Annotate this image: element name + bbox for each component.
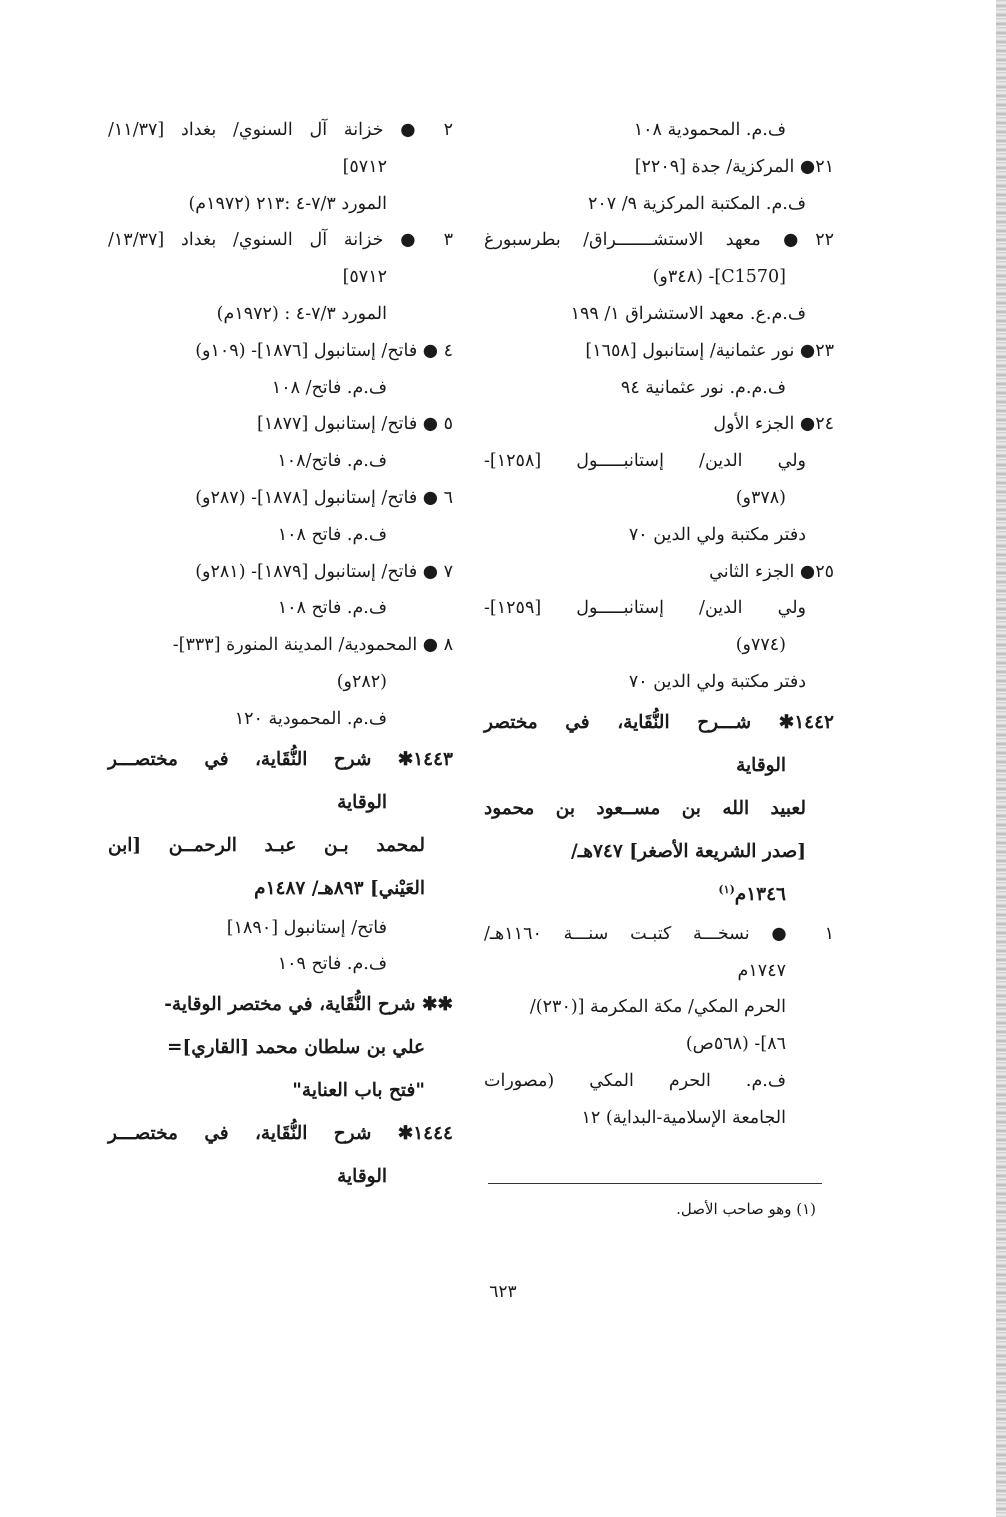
left-column-line-text: ٥ ● فاتح/ إستانبول [١٨٧٧] (257, 414, 453, 435)
right-column-line-text: [C1570]- (٣٤٨و) (652, 267, 786, 288)
right-column-line-text: [صدر الشريعة الأصغر] ٧٤٧هـ/ (571, 840, 806, 862)
left-column-line-text: لمحمد بـن عبـد الرحمــن [ابن (108, 834, 425, 856)
left-column-line-text: ف.م. المحمودية ١٢٠ (234, 708, 387, 729)
left-column-line (108, 406, 453, 443)
left-column-line-text: ف.م. فاتح/١٠٨ (277, 451, 387, 472)
right-column-line-text: ولي الدين/ إستانبـــــول [١٢٥٩]- (484, 598, 806, 619)
left-column-line (108, 296, 453, 333)
right-column-line (484, 1063, 834, 1100)
right-column-line-text: (٧٧٤و) (735, 635, 786, 656)
left-column-line-text: (٢٨٢و) (336, 671, 387, 692)
right-column-line (484, 989, 834, 1026)
right-column-line (484, 787, 834, 830)
right-column-line (484, 830, 834, 873)
right-column-line-text: ١٣٤٦م (734, 883, 786, 905)
left-column-line-text: ف.م. فاتح/ ١٠٨ (271, 377, 387, 398)
left-column-line (108, 112, 453, 149)
left-column-line (108, 738, 453, 781)
right-column-line (484, 590, 834, 627)
footnote-rule (488, 1183, 822, 1184)
left-column-line-text: ف.م. فاتح ١٠٩ (277, 954, 387, 975)
right-column-line-text: (٣٧٨و) (735, 487, 786, 508)
right-column-line (484, 701, 834, 744)
right-column-line (484, 1026, 834, 1063)
left-column-line-text: ف.م. فاتح ١٠٨ (277, 598, 387, 619)
left-column-line (108, 554, 453, 591)
left-column-line (108, 590, 453, 627)
right-column-line (484, 149, 834, 186)
right-column-line-text: ف.م. المكتبة المركزية ٩/ ٢٠٧ (588, 193, 806, 214)
right-column-line (484, 664, 834, 701)
left-column-line (108, 222, 453, 259)
left-column-line (108, 333, 453, 370)
left-column-line (108, 370, 453, 407)
left-column-line-text: ٢ ● خزانة آل السنوي/ بغداد [١١/٣٧/ (108, 120, 453, 140)
right-column-line (484, 443, 834, 480)
right-column-line (484, 554, 834, 591)
right-column-line-text: ولي الدين/ إستانبـــــول [١٢٥٨]- (484, 451, 806, 472)
left-column-line-text: فاتح/ إستانبول [١٨٩٠] (226, 917, 387, 938)
left-column-line-text: المورد ٧/٣-٤ : (١٩٧٢م) (216, 303, 387, 324)
left-column-line (108, 946, 453, 983)
left-column-line-text: ٨ ● المحمودية/ المدينة المنورة [٣٣٣]- (172, 635, 453, 656)
right-column-line-text: لعبيد الله بن مســعود بن محمود (484, 797, 806, 819)
left-column-line-text: الوقاية (337, 1166, 387, 1188)
right-column-line (484, 517, 834, 554)
left-column-line-text: ٥٧١٢] (342, 267, 387, 288)
right-column-line (484, 406, 834, 443)
left-column-line-text: ✱✱ شرح النُّقَاية، في مختصر الوقاية- (164, 994, 453, 1016)
right-column-line-text: دفتر مكتبة ولي الدين ٧٠ (628, 671, 806, 692)
footnote: (١) وهو صاحب الأصل. (676, 1200, 816, 1218)
left-column-line-text: ٣ ● خزانة آل السنوي/ بغداد [١٣/٣٧/ (108, 230, 453, 251)
right-column-line (484, 627, 834, 664)
right-column-line-text: ف.م.ع. معهد الاستشراق ١/ ١٩٩ (570, 303, 806, 324)
right-column-line (484, 480, 834, 517)
right-column-line (484, 259, 834, 296)
footnote-marker: (١) (718, 882, 735, 896)
right-column-line-text: ٢٤● الجزء الأول (713, 414, 834, 435)
left-column-line-text: المورد ٧/٣-٤ :٢١٣ (١٩٧٢م) (188, 193, 387, 214)
right-column-line (484, 873, 834, 916)
left-column-line (108, 259, 453, 296)
right-column-line-text: دفتر مكتبة ولي الدين ٧٠ (628, 524, 806, 545)
right-column-line (484, 370, 834, 407)
left-column-line (108, 1026, 453, 1069)
right-column-line-text: ١٧٤٧م (737, 960, 786, 981)
left-column-line (108, 664, 453, 701)
page-number: ٦٢٣ (489, 1282, 517, 1302)
right-column (484, 112, 834, 1137)
left-column-line-text: العَيْني] ٨٩٣هـ/ ١٤٨٧م (254, 877, 425, 899)
left-column-line (108, 186, 453, 223)
right-column-line (484, 1100, 834, 1137)
left-column-line (108, 1155, 453, 1198)
right-column-line-text: ٢٢● معهد الاستشـــــــراق/ بطرسبورغ (484, 230, 834, 251)
left-column-line-text: ٥٧١٢] (342, 156, 387, 177)
left-column-line-text: "فتح باب العناية" (292, 1080, 425, 1102)
left-column-line (108, 1112, 453, 1155)
left-column-line (108, 443, 453, 480)
right-column-line-text: الجامعة الإسلامية-البداية) ١٢ (581, 1107, 786, 1128)
left-column-line (108, 910, 453, 947)
right-column-line-text: الوقاية (736, 754, 786, 776)
right-column-line-text: ٢٥● الجزء الثاني (709, 561, 834, 582)
left-column-line (108, 627, 453, 664)
left-column-line (108, 983, 453, 1026)
left-column-line (108, 149, 453, 186)
left-column-line-text: ١٤٤٣✱ شرح النُّقَاية، في مختصـــر (108, 748, 453, 770)
right-column-line-text: ف.م.م. نور عثمانية ٩٤ (620, 377, 786, 398)
left-column-line (108, 867, 453, 910)
right-column-line (484, 916, 834, 953)
left-column-line (108, 824, 453, 867)
right-column-line-text: ١٤٤٢✱ شـــرح النُّقَاية، في مختصر (484, 711, 834, 733)
right-column-line-text: ١ ● نسخـــة كتبـت سنـــة ١١٦٠هـ/ (484, 923, 834, 944)
left-column-line-text: الوقاية (337, 791, 387, 813)
left-column (108, 112, 453, 1198)
left-column-line-text: ١٤٤٤✱ شرح النُّقَاية، في مختصـــر (108, 1123, 453, 1145)
right-column-line-text: ٢١● المركزية/ جدة [٢٢٠٩] (634, 156, 834, 177)
right-column-line (484, 953, 834, 990)
right-column-line-text: ف.م. الحرم المكي (مصورات (484, 1070, 786, 1091)
right-column-line-text: ٢٣● نور عثمانية/ إستانبول [١٦٥٨] (585, 340, 834, 361)
left-column-line-text: ٦ ● فاتح/ إستانبول [١٨٧٨]- (٢٨٧و) (195, 487, 453, 508)
left-column-line (108, 517, 453, 554)
left-column-line-text: ٧ ● فاتح/ إستانبول [١٨٧٩]- (٢٨١و) (195, 561, 453, 582)
left-column-line-text: علي بن سلطان محمد [القاري]= (166, 1037, 425, 1059)
left-column-line (108, 480, 453, 517)
left-column-line (108, 1069, 453, 1112)
left-column-line-text: ف.م. فاتح ١٠٨ (277, 524, 387, 545)
left-column-line (108, 781, 453, 824)
left-column-line-text: ٤ ● فاتح/ إستانبول [١٨٧٦]- (١٠٩و) (195, 340, 453, 361)
right-column-line (484, 744, 834, 787)
right-column-line-text: الحرم المكي/ مكة المكرمة [(٢٣٠)/ (529, 997, 786, 1018)
right-column-line (484, 296, 834, 333)
right-column-line (484, 186, 834, 223)
right-column-line-text: ٨٦]- (٥٦٨ص) (685, 1034, 786, 1055)
right-column-line (484, 112, 834, 149)
right-column-line (484, 333, 834, 370)
right-column-line (484, 222, 834, 259)
left-column-line (108, 701, 453, 738)
right-column-line-text: ف.م. المحمودية ١٠٨ (633, 120, 786, 140)
